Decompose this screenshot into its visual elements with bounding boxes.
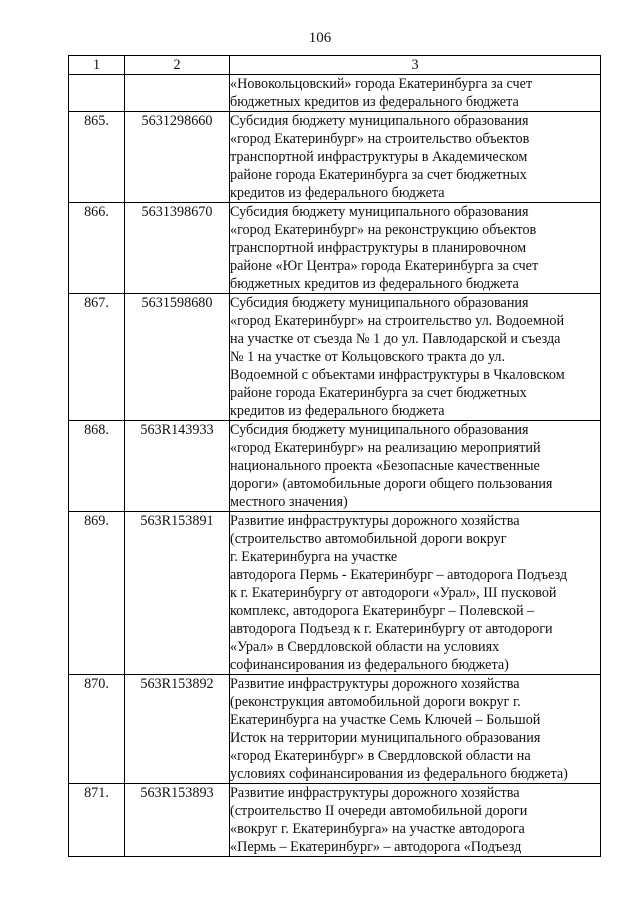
table-row bbox=[69, 421, 601, 512]
description-line: бюджетных кредитов из федерального бюджета bbox=[230, 94, 519, 110]
row-number: 870. bbox=[69, 675, 125, 784]
table-body bbox=[69, 75, 601, 857]
row-number: 871. bbox=[69, 784, 125, 857]
table-row bbox=[69, 112, 601, 203]
budget-code: 563R143933 bbox=[125, 421, 230, 512]
header-row bbox=[69, 56, 601, 75]
description-line: Развитие инфраструктуры дорожного хозяйства bbox=[230, 785, 520, 801]
description-line: национального проекта «Безопасные качественные bbox=[230, 458, 540, 474]
item-description bbox=[230, 675, 601, 784]
description-line: (реконструкция автомобильной дороги вокруг г. bbox=[230, 694, 521, 710]
item-description bbox=[230, 294, 601, 421]
description-line: Субсидия бюджету муниципального образования bbox=[230, 204, 529, 220]
description-line: Субсидия бюджету муниципального образования bbox=[230, 422, 529, 438]
table-row bbox=[69, 294, 601, 421]
description-line: к г. Екатеринбургу от автодороги «Урал», III пусковой bbox=[230, 585, 557, 601]
description-line: дороги» (автомобильные дороги общего пользования bbox=[230, 476, 553, 492]
description-line: «вокруг г. Екатеринбурга» на участке автодорога bbox=[230, 821, 525, 837]
description-line: Исток на территории муниципального образования bbox=[230, 730, 541, 746]
description-line: Субсидия бюджету муниципального образования bbox=[230, 295, 529, 311]
description-line: «Новокольцовский» города Екатеринбурга за счет bbox=[230, 76, 533, 92]
item-description bbox=[230, 203, 601, 294]
description-line: г. Екатеринбурга на участке bbox=[230, 549, 398, 565]
table-row bbox=[69, 203, 601, 294]
description-line: (строительство автомобильной дороги вокруг bbox=[230, 531, 507, 547]
item-description bbox=[230, 512, 601, 675]
item-description bbox=[230, 784, 601, 857]
description-line: (строительство II очереди автомобильной дороги bbox=[230, 803, 528, 819]
header-col-1: 1 bbox=[69, 56, 125, 75]
description-line: «город Екатеринбург» на реконструкцию объектов bbox=[230, 222, 537, 238]
description-line: Развитие инфраструктуры дорожного хозяйства bbox=[230, 676, 520, 692]
row-number: 868. bbox=[69, 421, 125, 512]
item-description bbox=[230, 75, 601, 112]
item-description bbox=[230, 112, 601, 203]
page-number: 106 bbox=[308, 30, 332, 46]
description-line: Водоемной с объектами инфраструктуры в Чкаловском bbox=[230, 367, 565, 383]
description-line: «город Екатеринбург» в Свердловской области на bbox=[230, 748, 531, 764]
description-line: № 1 на участке от Кольцовского тракта до ул. bbox=[230, 349, 506, 365]
header-col-3: 3 bbox=[230, 56, 601, 75]
budget-code: 5631298660 bbox=[125, 112, 230, 203]
description-line: районе города Екатеринбурга за счет бюджетных bbox=[230, 167, 527, 183]
description-line: транспортной инфраструктуры в Академическом bbox=[230, 149, 528, 165]
description-line: местного значения) bbox=[230, 494, 348, 510]
description-line: районе города Екатеринбурга за счет бюджетных bbox=[230, 385, 527, 401]
description-line: автодорога Пермь - Екатеринбург – автодорога Подъезд bbox=[230, 567, 568, 583]
description-line: кредитов из федерального бюджета bbox=[230, 185, 445, 201]
description-line: Екатеринбурга на участке Семь Ключей – Большой bbox=[230, 712, 541, 728]
budget-code: 563R153891 bbox=[125, 512, 230, 675]
description-line: кредитов из федерального бюджета bbox=[230, 403, 445, 419]
table-row bbox=[69, 675, 601, 784]
description-line: «город Екатеринбург» на строительство объектов bbox=[230, 131, 530, 147]
row-number: 869. bbox=[69, 512, 125, 675]
description-line: «Урал» в Свердловской области на условиях bbox=[230, 639, 500, 655]
row-number bbox=[69, 75, 125, 112]
description-line: комплекс, автодорога Екатеринбург – Полевской – bbox=[230, 603, 535, 619]
budget-code bbox=[125, 75, 230, 112]
item-description bbox=[230, 421, 601, 512]
description-line: транспортной инфраструктуры в планировочном bbox=[230, 240, 527, 256]
row-number: 867. bbox=[69, 294, 125, 421]
budget-code: 563R153892 bbox=[125, 675, 230, 784]
row-number: 866. bbox=[69, 203, 125, 294]
table-row bbox=[69, 784, 601, 857]
row-number: 865. bbox=[69, 112, 125, 203]
description-line: Субсидия бюджету муниципального образования bbox=[230, 113, 529, 129]
description-line: условиях софинансирования из федерального бюджета) bbox=[230, 766, 568, 782]
description-line: бюджетных кредитов из федерального бюджета bbox=[230, 276, 519, 292]
description-line: районе «Юг Центра» города Екатеринбурга за счет bbox=[230, 258, 539, 274]
description-line: автодорога Подъезд к г. Екатеринбургу от автодороги bbox=[230, 621, 553, 637]
description-line: Развитие инфраструктуры дорожного хозяйства bbox=[230, 513, 520, 529]
table-row bbox=[69, 75, 601, 112]
budget-code: 563R153893 bbox=[125, 784, 230, 857]
table-row bbox=[69, 512, 601, 675]
header-col-2: 2 bbox=[125, 56, 230, 75]
budget-code: 5631598680 bbox=[125, 294, 230, 421]
description-line: «Пермь – Екатеринбург» – автодорога «Подъезд bbox=[230, 839, 522, 855]
description-line: «город Екатеринбург» на реализацию мероприятий bbox=[230, 440, 541, 456]
budget-table bbox=[68, 55, 601, 857]
description-line: софинансирования из федерального бюджета) bbox=[230, 657, 509, 673]
description-line: на участке от съезда № 1 до ул. Павлодарской и съезда bbox=[230, 331, 561, 347]
description-line: «город Екатеринбург» на строительство ул. Водоемной bbox=[230, 313, 565, 329]
budget-code: 5631398670 bbox=[125, 203, 230, 294]
table-header bbox=[69, 56, 601, 75]
